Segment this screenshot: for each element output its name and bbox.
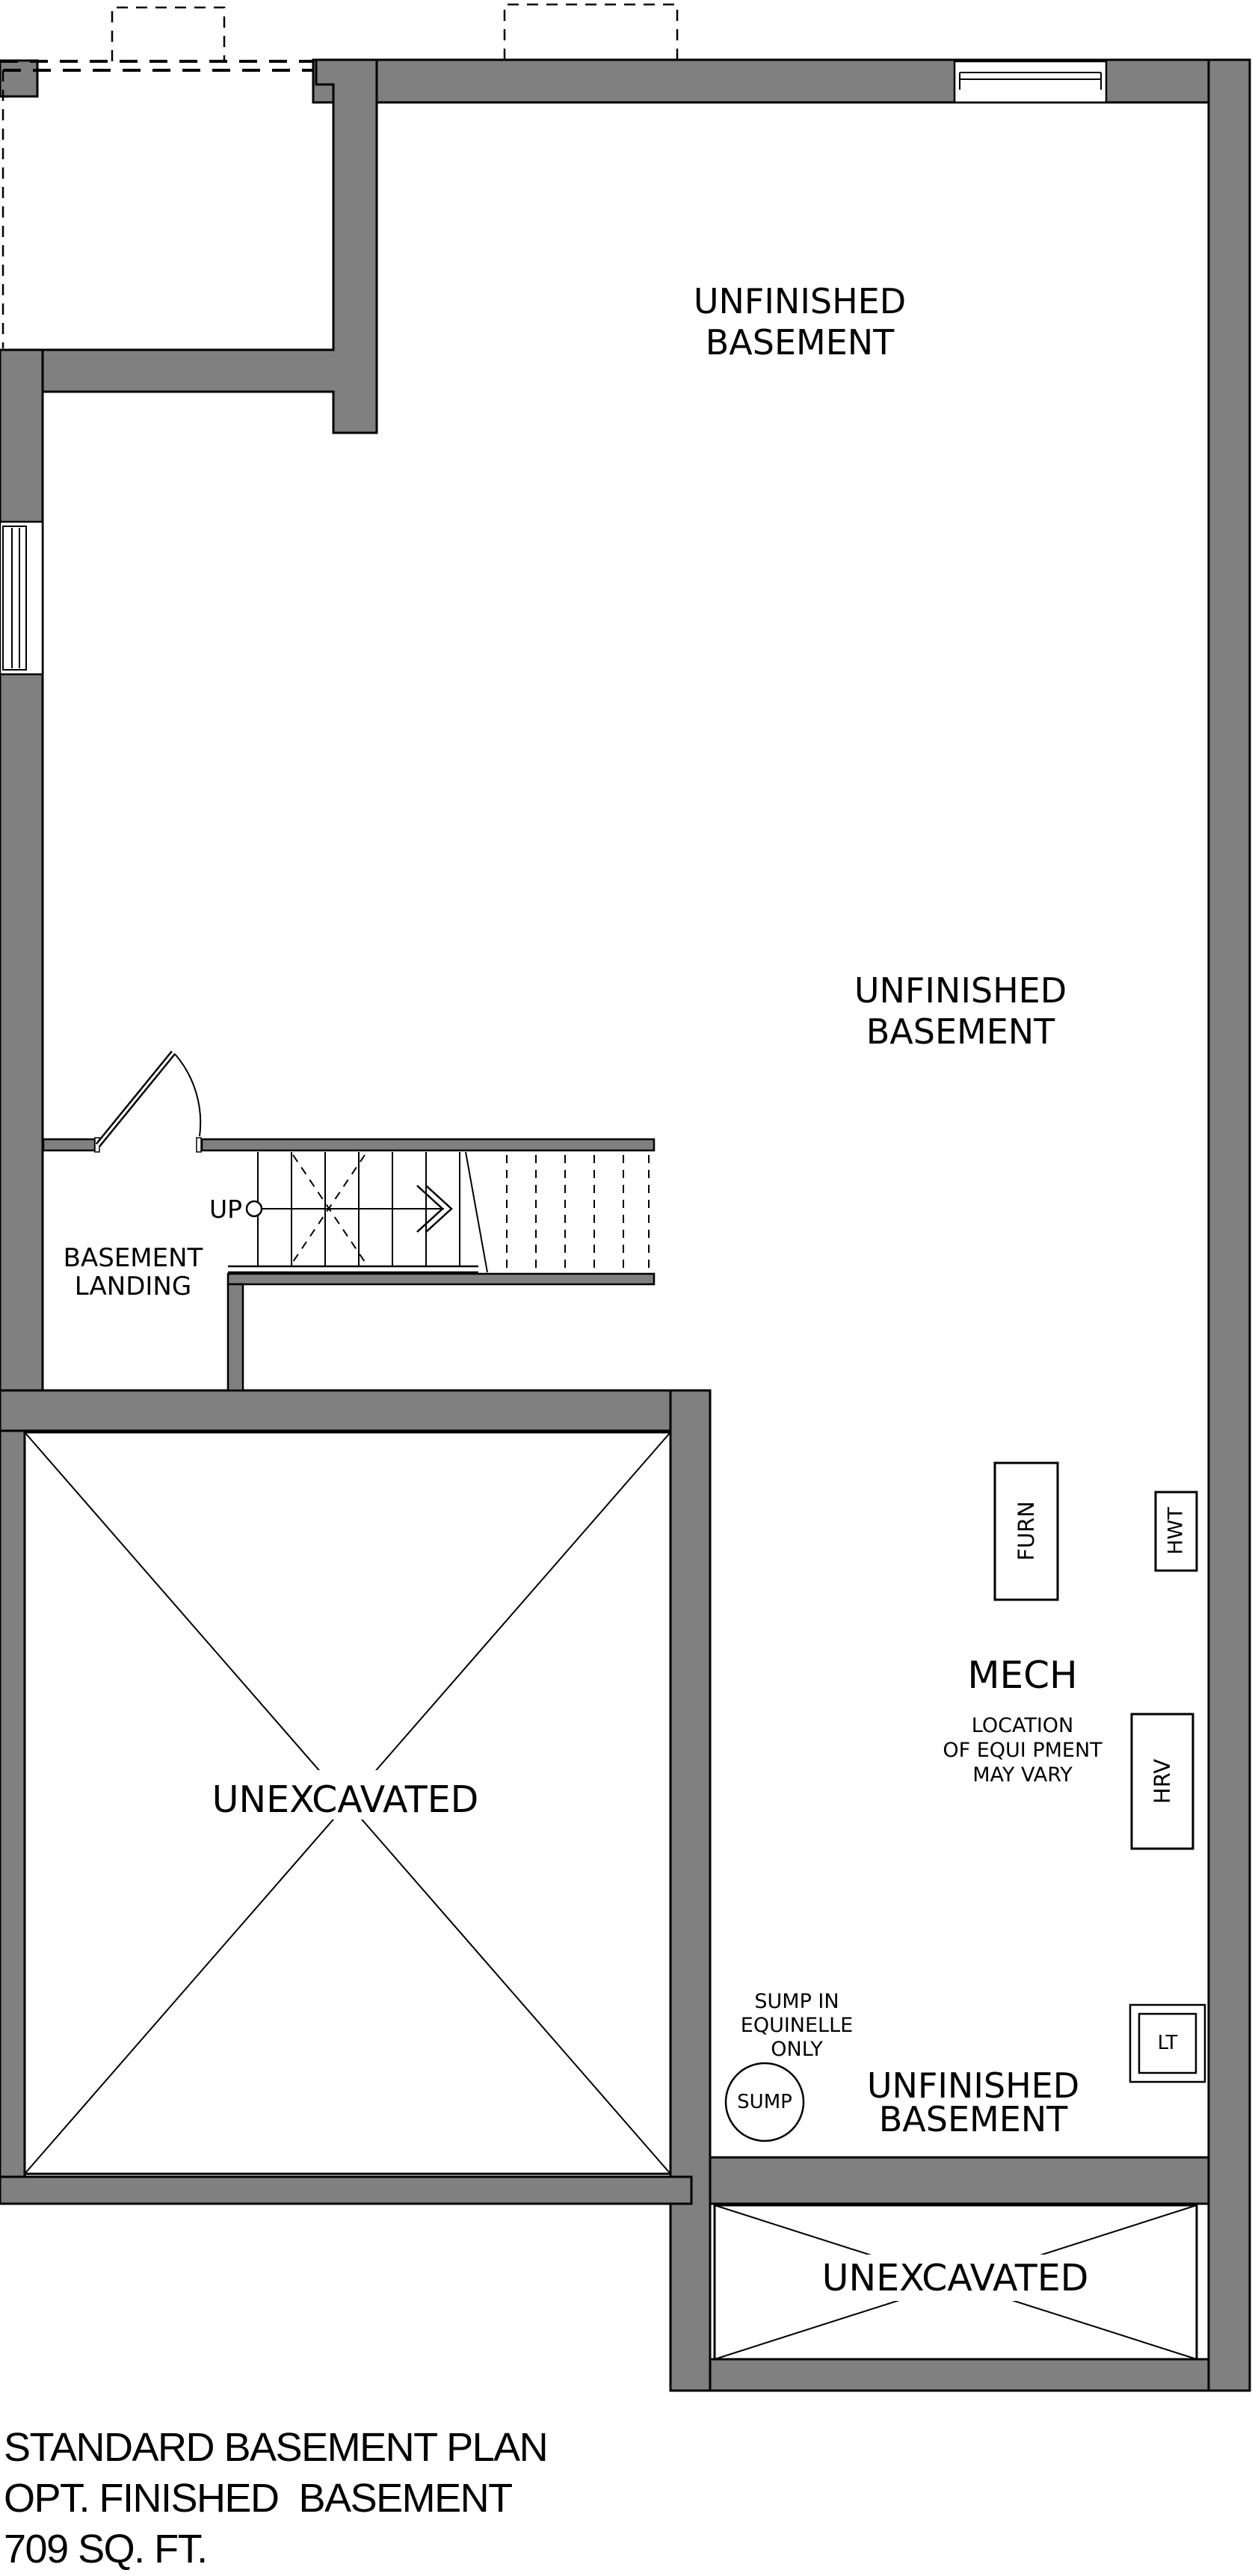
room-label-top-2: BASEMENT: [705, 322, 895, 363]
laundry-tub-label: LT: [1157, 2032, 1178, 2054]
room-label-mid-1: UNFINISHED: [854, 970, 1067, 1011]
equipment-note-2: OF EQUI PMENT: [943, 1739, 1103, 1762]
plan-area: 709 SQ. FT.: [4, 2527, 207, 2572]
landing-east-wall: [228, 1284, 243, 1390]
plan-title: STANDARD BASEMENT PLAN: [4, 2425, 548, 2470]
stair-break-line: [466, 1152, 487, 1272]
room-label-top-1: UNFINISHED: [693, 281, 907, 321]
plan-subtitle: OPT. FINISHED BASEMENT: [4, 2476, 512, 2521]
north-wall: [313, 60, 1250, 102]
equipment-note-3: MAY VARY: [972, 1763, 1073, 1787]
equipment-note-1: LOCATION: [971, 1714, 1074, 1737]
sump-note-3: ONLY: [771, 2038, 823, 2061]
porch-stub-wall: [0, 60, 377, 433]
up-arrow: [247, 1186, 451, 1232]
sump-pit-label: SUMP: [737, 2091, 792, 2113]
unexcavated-left-label: UNEXCAVATED: [212, 1778, 479, 1821]
east-wall: [1209, 60, 1250, 2391]
hot-water-tank-label: HWT: [1164, 1507, 1188, 1555]
room-label-mid-2: BASEMENT: [866, 1011, 1055, 1052]
porch-post-dashed: [505, 4, 677, 60]
unexcavated-bottom-label: UNEXCAVATED: [821, 2257, 1089, 2299]
porch-column-footing: [0, 61, 37, 96]
title-block: [4, 2425, 547, 2572]
basement-door: [95, 1053, 201, 1152]
unexcavated-left: [25, 1432, 670, 2174]
furnace-label: FURN: [1014, 1501, 1039, 1561]
mid-cross-wall: [0, 1390, 706, 1431]
sump-note-1: SUMP IN: [754, 1990, 839, 2013]
porch-post-dashed: [112, 7, 224, 61]
west-wall-lower: [0, 1390, 25, 2177]
door-jamb: [197, 1138, 201, 1152]
sump-room-south-wall: [710, 2157, 1209, 2204]
room-label-lower-2: BASEMENT: [878, 2099, 1068, 2139]
stair-wall-door-stub: [43, 1139, 95, 1150]
south-wall-west: [0, 2177, 691, 2204]
door-swing-arc: [175, 1054, 200, 1136]
mech-label: MECH: [967, 1654, 1078, 1697]
landing-label-1: BASEMENT: [63, 1243, 203, 1273]
hrv-label: HRV: [1150, 1758, 1175, 1805]
south-wall-east: [710, 2359, 1209, 2391]
landing-label-2: LANDING: [74, 1272, 192, 1301]
window-opening: [0, 522, 43, 674]
west-window: [0, 522, 43, 674]
unexcavated-bottom: [715, 2205, 1197, 2359]
center-vertical-wall: [670, 1390, 710, 2391]
stair-north-wall: [202, 1139, 654, 1150]
window-opening: [955, 61, 1106, 102]
up-label: UP: [209, 1195, 242, 1224]
north-window: [955, 61, 1106, 102]
up-arrow-origin: [247, 1201, 262, 1216]
room-label-lower-1: UNFINISHED: [866, 2065, 1080, 2106]
door-leaf-inner: [98, 1053, 173, 1145]
stairs: [228, 1152, 649, 1272]
sump-note-2: EQUINELLE: [740, 2014, 854, 2037]
west-wall-upper: [0, 350, 43, 1390]
stair-south-wall: [228, 1274, 654, 1284]
